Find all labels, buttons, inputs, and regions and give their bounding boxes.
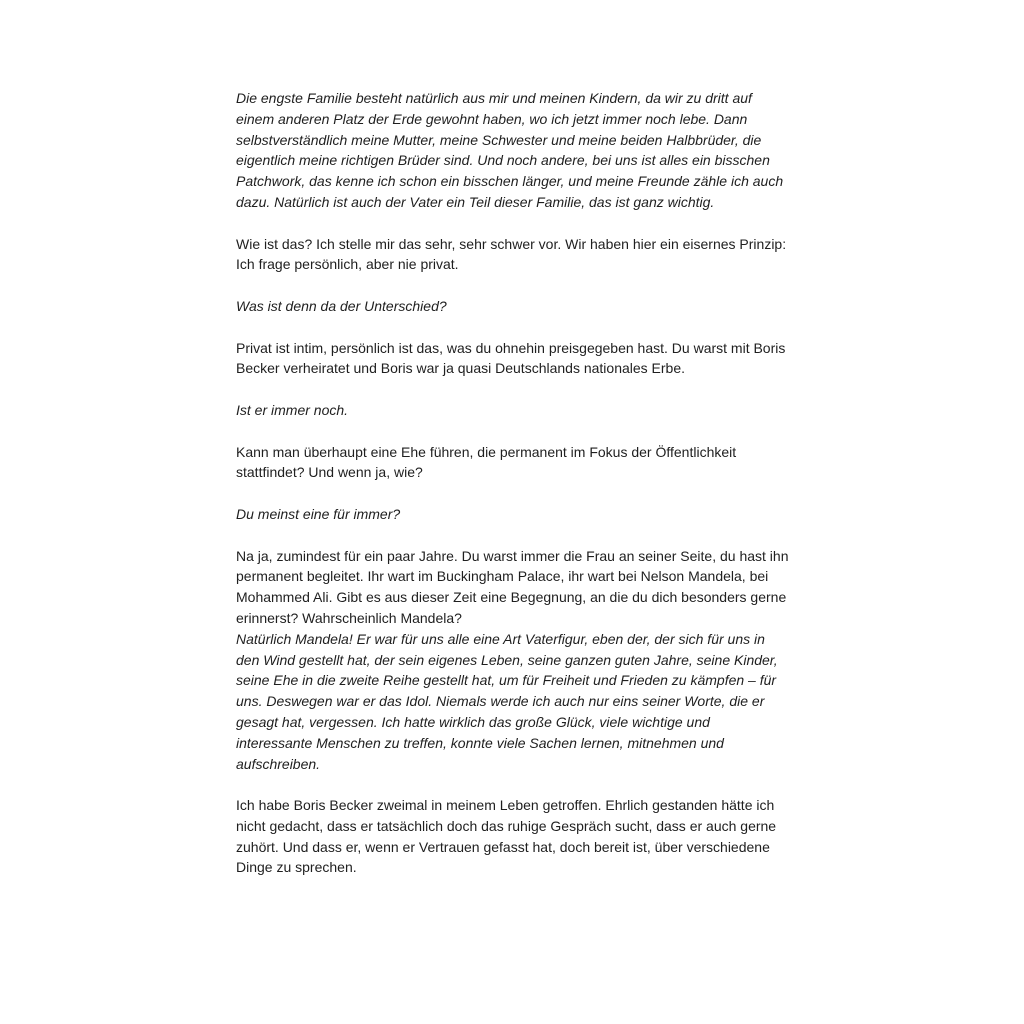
paragraph-answer: Natürlich Mandela! Er war für uns alle eine Art Vaterfigur, eben der, der sich für uns in den Wind gestellt hat, der sein eigenes Leben, seine ganzen guten Jahre, seine Kinder, seine Ehe in die zweite Reihe gestellt hat, um für Freiheit und Frieden zu kämpfen – für uns. Deswegen war er das Idol. Niemals werde ich auch nur eins seiner Worte, die er gesagt hat, vergessen. Ich hatte wirklich das große Glück, viele wichtige und interessante Menschen zu treffen, konnte viele Sachen lernen, mitnehmen und aufschreiben. [236, 630, 778, 772]
paragraph-answer: Du meinst eine für immer? [236, 505, 401, 522]
paragraph-interviewer: Privat ist intim, persönlich ist das, was du ohnehin preisgegeben hast. Du warst mit Boris Becker verheiratet und Boris war ja quasi Deutschlands nationales Erbe. [236, 339, 786, 377]
paragraph-answer: Was ist denn da der Unterschied? [236, 297, 447, 314]
paragraph-interviewer: Ich habe Boris Becker zweimal in meinem Leben getroffen. Ehrlich gestanden hätte ich nicht gedacht, dass er tatsächlich doch das ruhige Gespräch sucht, dass er auch gerne zuhört. Und dass er, wenn er Vertrauen gefasst hat, doch bereit ist, über verschiedene Dinge zu sprechen. [236, 797, 777, 876]
paragraph-answer: Die engste Familie besteht natürlich aus mir und meinen Kindern, da wir zu dritt auf einem anderen Platz der Erde gewohnt haben, wo ich jetzt immer noch lebe. Dann selbstverständlich meine Mutter, meine Schwester und meine beiden Halbbrüder, die eigentlich meine richtigen Brüder sind. Und noch andere, bei uns ist alles ein bisschen Patchwork, das kenne ich schon ein bisschen länger, und meine Freunde zähle ich auch dazu. Natürlich ist auch der Vater ein Teil dieser Familie, das ist ganz wichtig. [236, 90, 784, 210]
paragraph-answer: Ist er immer noch. [236, 401, 349, 418]
paragraph-interviewer: Wie ist das? Ich stelle mir das sehr, sehr schwer vor. Wir haben hier ein eisernes Prinzip: Ich frage persönlich, aber nie privat. [236, 235, 787, 273]
paragraph-interviewer: Na ja, zumindest für ein paar Jahre. Du warst immer die Frau an seiner Seite, du hast ihn permanent begleitet. Ihr wart im Buckingham Palace, ihr wart bei Nelson Mandela, bei Mohammed Ali. Gibt es aus dieser Zeit eine Begegnung, an die du dich besonders gerne erinnerst? Wahrscheinlich Mandela? [236, 547, 789, 626]
paragraph-interviewer: Kann man überhaupt eine Ehe führen, die permanent im Fokus der Öffentlichkeit stattfindet? Und wenn ja, wie? [236, 443, 737, 481]
interview-text-block [236, 88, 790, 878]
